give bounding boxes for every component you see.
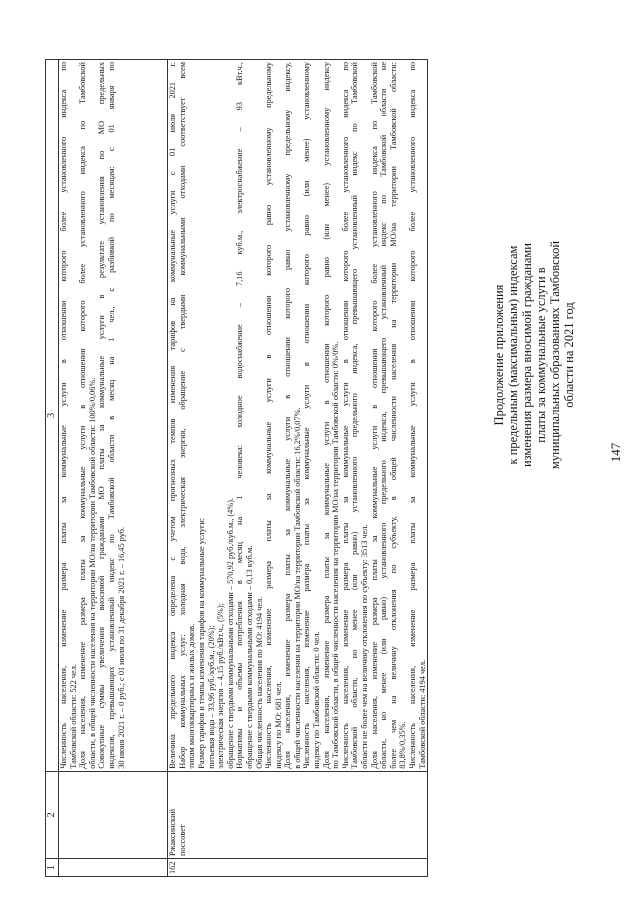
text-line: 83,8%/0,35%. <box>398 721 408 769</box>
text-line: индексов, превышающих установленный индекс по Тамбовской области в месяц на 1 чел., с разбивкой по месяцам: с 01 января по <box>106 62 116 769</box>
table-row-continuation <box>59 60 168 877</box>
text-line: Величина предельного индекса определена с учетом прогнозных темпов изменения тарифов на коммунальные услуги с 01 июля 2021 г. <box>168 62 178 769</box>
description-cell <box>168 60 428 772</box>
header-cell: 2 <box>46 771 59 858</box>
municipality-name <box>168 771 428 858</box>
text-line: в общей численности населения на территории МО/на территории Тамбовской области: 16,2%/0,07%. <box>292 407 302 769</box>
text-line: Тамбовской области, но менее (или равно) установленного предельного индекса, превышающего установленный индекс по Тамбовской <box>350 62 360 769</box>
municipality-name-line: поссовет <box>177 824 187 856</box>
text-line: обращение с твердыми коммунальными отходами – 570,92 руб./куб.м., (4%). <box>225 497 235 769</box>
text-line: Доля населения, изменение размера платы за коммунальные услуги в отношении которого более установленного индекса по Тамбовской <box>369 62 379 769</box>
row-number: 162 <box>168 858 428 876</box>
table-header-row <box>46 60 59 877</box>
table-row-162 <box>168 60 428 877</box>
row-number-cell <box>59 858 168 876</box>
text-line: индексу по Тамбовской области: 0 чел. <box>312 631 322 769</box>
text-line: Численность населения, изменение размера платы за коммунальные услуги в отношении которого более установленного индекса по <box>340 62 350 769</box>
header-cell: 3 <box>46 60 59 772</box>
page-number: 147 <box>608 442 623 463</box>
caption-line: области на 2021 год <box>562 302 576 408</box>
description-cell <box>59 60 168 772</box>
text-line: Численность населения, изменение размера платы за коммунальные услуги в отношении которого равно установленному предельному <box>264 62 274 769</box>
text-line: Численность населения, изменение размера платы за коммунальные услуги в отношении которого более установленного индекса по <box>59 62 68 769</box>
text-line: Доля населения, изменение размера платы за коммунальные услуги в отношении которого равно установленному предельному индексу, <box>283 62 293 769</box>
caption-line: Продолжение приложения <box>492 284 506 426</box>
text-line: Доля населения, изменение размера платы за коммунальные услуги в отношении которого равно (или менее) установленному индексу <box>321 62 331 769</box>
text-line: Общая численность населения по МО: 4194 чел. <box>254 596 264 769</box>
text-line: обращение с твердыми коммунальными отходами – 0,13 куб.м. <box>244 545 254 769</box>
text-line: Нормативы и объемы потребления в месяц на 1 человека: холодное водоснабжение – 7,16 куб.м., электроснабжение – 93 кВт.ч., <box>235 62 245 769</box>
indices-table <box>45 59 428 877</box>
text-line: Доля населения, изменение размера платы за коммунальные услуги в отношении которого более установленного индекса по Тамбовской <box>78 62 88 769</box>
text-line: области, но менее (или равно) установленного предельного индекса, превышающего установленный индекс по Тамбовской области не <box>379 62 389 769</box>
text-line: электрическая энергия – 4,15 руб./кВт.ч., (5%); <box>216 603 226 769</box>
text-line: области, в общей численности населения на территории МО/на территории Тамбовской области: 100%/0,06%. <box>87 377 97 769</box>
text-line: Набор коммунальных услуг: холодная вода, электрическая энергия, обращение с твердыми коммунальными отходами соответствует всем <box>177 62 187 769</box>
caption-line: платы за коммунальные услуги в <box>534 267 548 443</box>
municipality-name-line: Ржаксинский <box>168 808 178 856</box>
text-line: индексу по МО: 681 чел. <box>273 681 283 769</box>
text-line: питьевая вода – 33,96 руб./куб.м., (20%); <box>206 625 216 769</box>
appendix-caption <box>492 205 576 505</box>
caption-line: к предельным (максимальным) индексам <box>506 245 520 465</box>
text-line: более чем на величину отклонения по субъекту, в общей численности населения на территории МО/на территории Тамбовской области: <box>388 62 398 769</box>
text-line: Численность населения, изменение размера платы за коммунальные услуги в отношении которого более установленного индекса по <box>408 62 417 769</box>
text-line: 30 июня 2021 г. – 0 руб.; с 01 июля по 31 декабря 2021 г. – 16,45 руб. <box>116 526 126 769</box>
text-line: типам многоквартирных и жилых домов. <box>187 623 197 769</box>
text-line: Совокупные суммы увеличения вносимой гражданами МО платы за коммунальные услуги в результате установления по МО предельных <box>97 62 107 769</box>
text-line: Тамбовской области: 522 чел. <box>68 664 78 769</box>
text-line: по Тамбовской области, в общей численности населения на территории МО/на территории Тамбовской области: 0%/0%. <box>331 341 341 769</box>
text-line: Численность населения, изменение размера платы за коммунальные услуги в отношении которого равно (или менее) установленному <box>302 62 312 769</box>
municipality-cell <box>59 771 168 858</box>
caption-line: изменения размера вносимой гражданами <box>520 243 534 468</box>
caption-line: муниципальных образованиях Тамбовской <box>548 240 562 470</box>
text-line: области не более чем на величину отклонения по субъекту: 3513 чел. <box>360 524 370 769</box>
text-line: Тамбовской области: 4194 чел. <box>417 659 427 769</box>
text-line: Размер тарифов и темпы изменения тарифов на коммунальные услуги: <box>196 517 206 769</box>
header-cell: 1 <box>46 858 59 876</box>
